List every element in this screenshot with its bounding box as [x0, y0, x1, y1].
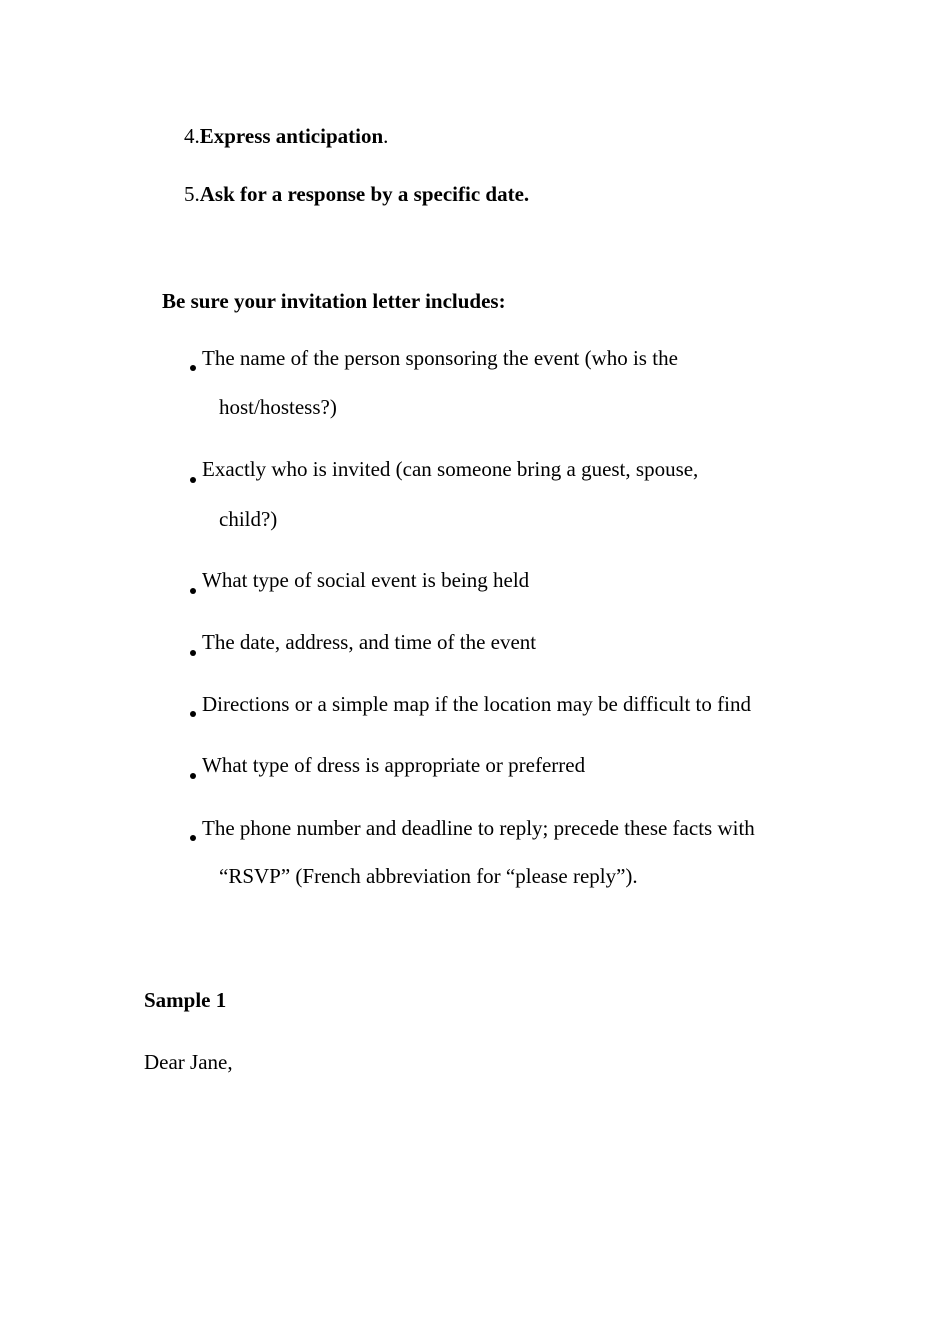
numbered-step-4: [184, 126, 388, 147]
bullet-icon: [190, 650, 196, 656]
sample-title: Sample 1: [144, 988, 227, 1012]
checklist-item-line2: “RSVP” (French abbreviation for “please reply”).: [219, 864, 638, 888]
checklist-item-line2: child?): [219, 507, 278, 531]
checklist-item-line1: Exactly who is invited (can someone bring a guest, spouse,: [202, 457, 699, 481]
step-number: 5.: [184, 182, 200, 206]
checklist-item-line1: The name of the person sponsoring the event (who is the: [202, 346, 678, 370]
numbered-step-5: [184, 184, 529, 205]
bullet-icon: [190, 835, 196, 841]
step-text: Ask for a response by a specific date.: [199, 182, 530, 206]
checklist-item-line1: What type of dress is appropriate or preferred: [202, 753, 586, 777]
letter-salutation: Dear Jane,: [144, 1050, 233, 1074]
checklist-item-line1: Directions or a simple map if the location may be difficult to find: [202, 692, 751, 716]
bullet-icon: [190, 773, 196, 779]
checklist-item-line1: The phone number and deadline to reply; precede these facts with: [202, 816, 755, 840]
checklist-heading: Be sure your invitation letter includes:: [162, 289, 506, 313]
checklist-item-line1: What type of social event is being held: [202, 568, 530, 592]
checklist-item-line1: The date, address, and time of the event: [202, 630, 537, 654]
step-suffix: .: [383, 124, 389, 148]
step-number: 4.: [184, 124, 200, 148]
step-text: Express anticipation: [199, 124, 384, 148]
bullet-icon: [190, 365, 196, 371]
bullet-icon: [190, 477, 196, 483]
bullet-icon: [190, 588, 196, 594]
bullet-icon: [190, 711, 196, 717]
checklist-item-line2: host/hostess?): [219, 395, 337, 419]
